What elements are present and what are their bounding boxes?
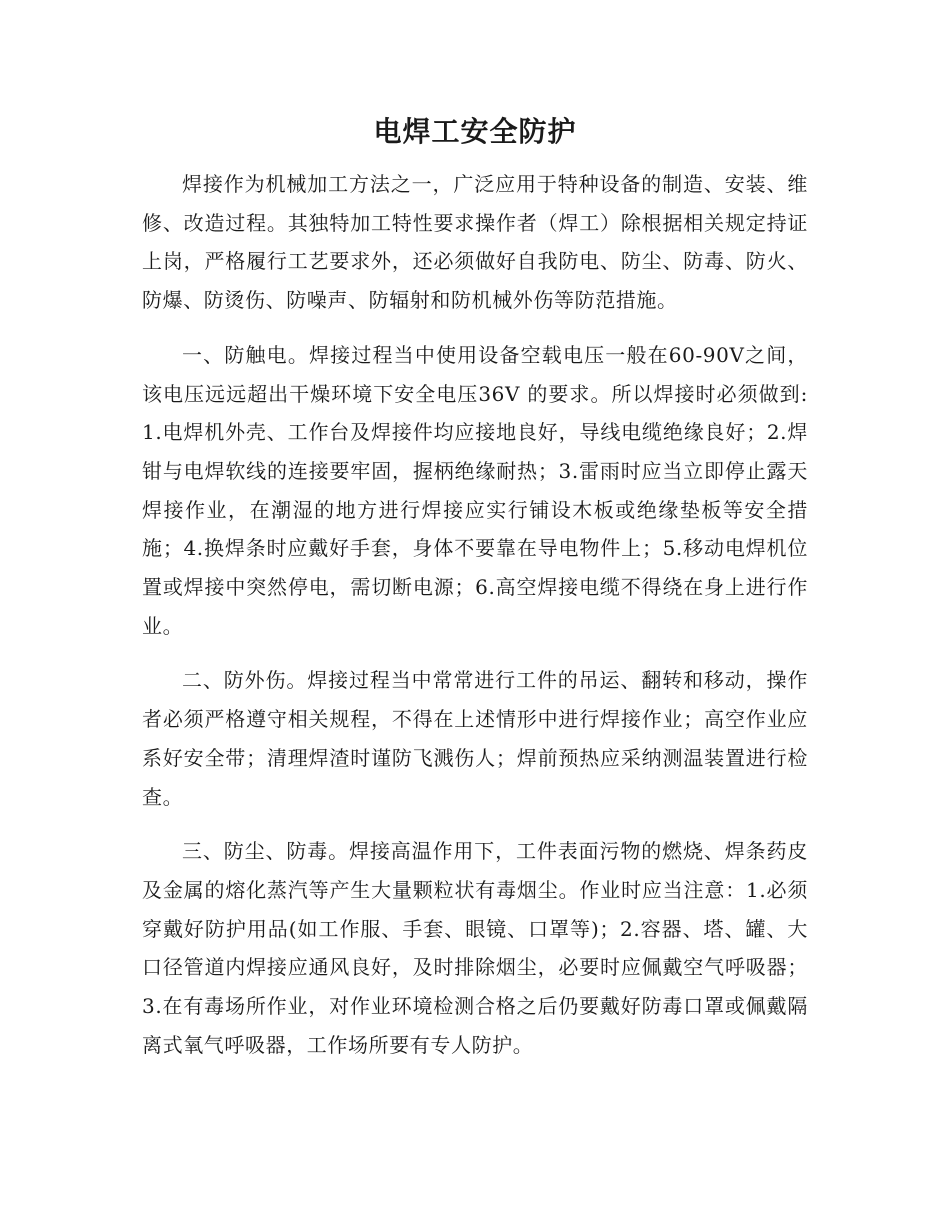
section-dust-poison-paragraph: 三、防尘、防毒。焊接高温作用下，工件表面污物的燃烧、焊条药皮及金属的熔化蒸汽等产生大量颗粒状有毒烟尘。作业时应当注意：1.必须穿戴好防护用品(如工作服、手套、眼镜、口罩等)；2.容器、塔、罐、大口径管道内焊接应通风良好，及时排除烟尘，必要时应佩戴空气呼吸器；3.在有毒场所作业，对作业环境检测合格之后仍要戴好防毒口罩或佩戴隔离式氧气呼吸器，工作场所要有专人防护。 (142, 839, 808, 1057)
intro-paragraph: 焊接作为机械加工方法之一，广泛应用于特种设备的制造、安装、维修、改造过程。其独特加工特性要求操作者（焊工）除根据相关规定持证上岗，严格履行工艺要求外，还必须做好自我防电、防尘、防毒、防火、防爆、防烫伤、防噪声、防辐射和防机械外伤等防范措施。 (142, 172, 808, 313)
document-body (142, 165, 808, 1080)
section-electric-shock-paragraph: 一、防触电。焊接过程当中使用设备空载电压一般在60-90V之间，该电压远远超出干燥环境下安全电压36V 的要求。所以焊接时必须做到:1.电焊机外壳、工作台及焊接件均应接地良好，导线电缆绝缘良好；2.焊钳与电焊软线的连接要牢固，握柄绝缘耐热；3.雷雨时应当立即停止露天焊接作业，在潮湿的地方进行焊接应实行铺设木板或绝缘垫板等安全措施；4.换焊条时应戴好手套，身体不要靠在导电物件上；5.移动电焊机位置或焊接中突然停电，需切断电源；6.高空焊接电缆不得绕在身上进行作业。 (142, 342, 808, 638)
section-external-injury-paragraph: 二、防外伤。焊接过程当中常常进行工件的吊运、翻转和移动，操作者必须严格遵守相关规程，不得在上述情形中进行焊接作业；高空作业应系好安全带；清理焊渣时谨防飞溅伤人；焊前预热应采纳测温装置进行检查。 (142, 668, 808, 809)
document-title: 电焊工安全防护 (373, 115, 577, 148)
